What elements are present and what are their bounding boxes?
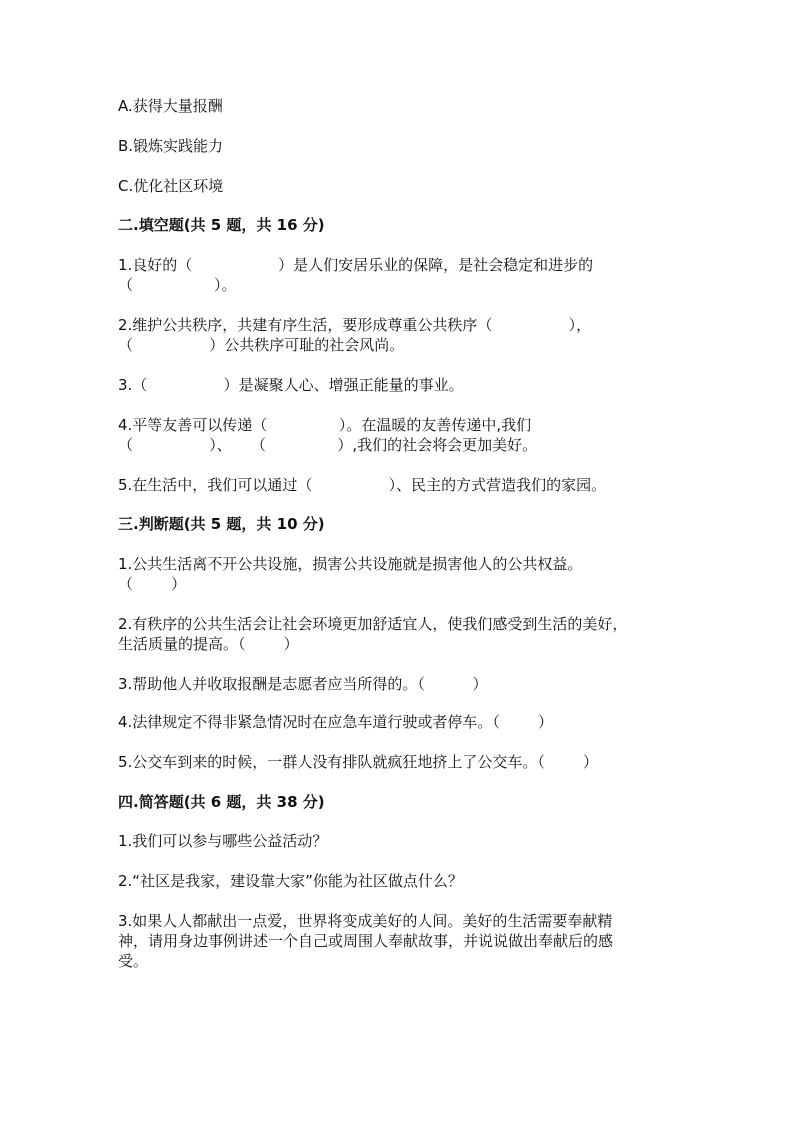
question-line: 2.有秩序的公共生活会让社会环境更加舒适宜人，使我们感受到生活的美好， xyxy=(118,615,628,633)
question-line: 神，请用身边事例讲述一个自己或周围人奉献故事，并说说做出奉献后的感 xyxy=(118,932,614,950)
section-heading-short-answer: 四.简答题(共 6 题，共 38 分) xyxy=(118,793,325,811)
question-line: 1.我们可以参与哪些公益活动？ xyxy=(118,832,328,850)
option-c: C.优化社区环境 xyxy=(118,177,224,195)
question-line: 3.如果人人都献出一点爱，世界将变成美好的人间。美好的生活需要奉献精 xyxy=(118,912,613,930)
question-line: 生活质量的提高。（ ） xyxy=(118,635,299,653)
question-line: 5.在生活中，我们可以通过（ ）、民主的方式营造我们的家园。 xyxy=(118,476,607,494)
question-line: 2.维护公共秩序，共建有序生活，要形成尊重公共秩序（ ）， xyxy=(118,316,592,334)
question-line: （ ）。 xyxy=(118,276,237,294)
question-line: （ ） xyxy=(118,575,187,593)
section-heading-true-false: 三.判断题(共 5 题，共 10 分) xyxy=(118,515,325,533)
option-b: B.锻炼实践能力 xyxy=(118,137,224,155)
question-line: 1.良好的（ ）是人们安居乐业的保障，是社会稳定和进步的 xyxy=(118,256,594,274)
question-line: 1.公共生活离不开公共设施，损害公共设施就是损害他人的公共权益。 xyxy=(118,555,583,573)
option-a: A.获得大量报酬 xyxy=(118,97,223,115)
question-line: 3.（ ）是凝聚人心、增强正能量的事业。 xyxy=(118,376,464,394)
section-heading-fill-blank: 二.填空题(共 5 题，共 16 分) xyxy=(118,216,325,234)
question-line: 2.“社区是我家，建设靠大家”你能为社区做点什么？ xyxy=(118,872,463,890)
question-line: （ ）、 （ ）,我们的社会将会更加美好。 xyxy=(118,436,538,454)
question-line: 5.公交车到来的时候，一群人没有排队就疯狂地挤上了公交车。（ ） xyxy=(118,753,598,771)
question-line: 4.法律规定不得非紧急情况时在应急车道行驶或者停车。（ ） xyxy=(118,713,553,731)
question-line: 受。 xyxy=(118,952,149,970)
question-line: 3.帮助他人并收取报酬是志愿者应当所得的。（ ） xyxy=(118,675,488,693)
question-line: （ ）公共秩序可耻的社会风尚。 xyxy=(118,336,405,354)
question-line: 4.平等友善可以传递（ ）。在温暖的友善传递中,我们 xyxy=(118,416,532,434)
